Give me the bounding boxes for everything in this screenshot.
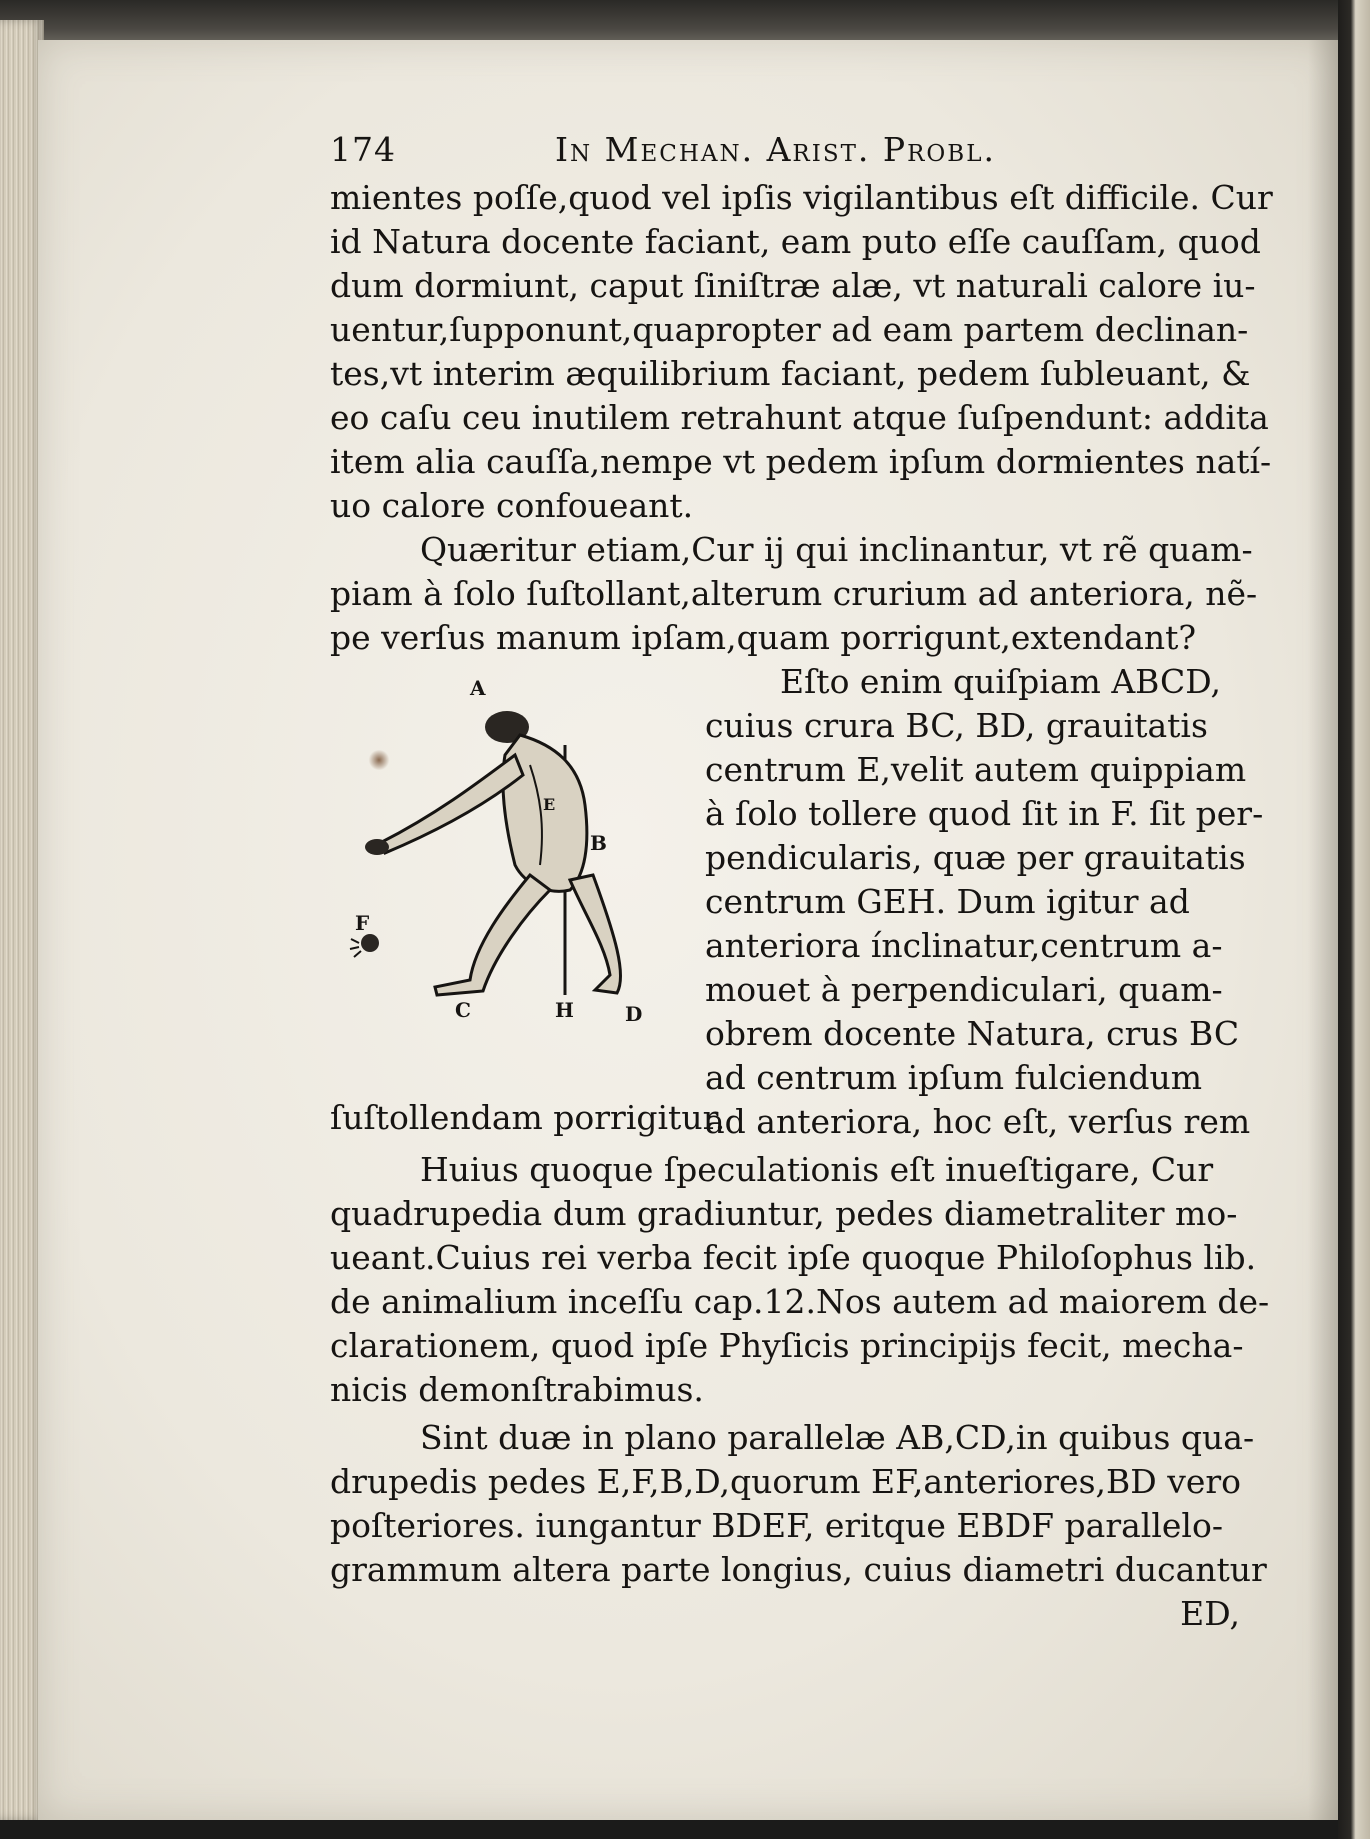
text-line: mouet à perpendiculari, quam- [705,970,1223,1009]
text-line: centrum E,velit autem quippiam [705,750,1247,789]
woodcut-figure [355,675,665,1025]
label-e: E [543,795,556,814]
text-line: Sint duæ in plano parallelæ AB,CD,in quibus qua- [420,1418,1255,1457]
text-line: Eſto enim quiſpiam ABCD, [780,662,1222,701]
text-line: tes,vt interim æquilibrium faciant, pedem ſubleuant, & [330,354,1251,393]
catchword: ED, [1180,1594,1240,1633]
text-line: Huius quoque ſpeculationis eſt inueſtigare, Cur [420,1150,1214,1189]
text-line: Quæritur etiam,Cur ij qui inclinantur, vt rẽ quam- [420,530,1253,569]
figure-arm [380,755,523,853]
label-a: A [470,676,486,700]
text-line: à ſolo tollere quod ſit in F. ſit per- [705,794,1264,833]
running-head [330,130,1090,174]
text-line: id Natura docente faciant, eam puto eſſe cauſſam, quod [330,222,1261,261]
text-line: ad centrum ipſum fulciendum [705,1058,1203,1097]
facing-page-edge [1338,0,1370,1839]
label-d: D [625,1002,643,1026]
page-number: 174 [330,130,396,169]
label-b: B [590,831,607,855]
text-line: uo calore confoueant. [330,486,694,525]
object-f [361,934,379,952]
running-title: In Mechan. Arist. Probl. [555,130,996,169]
text-line: drupedis pedes E,F,B,D,quorum EF,anteriores,BD vero [330,1462,1242,1501]
text-line: piam à ſolo ſuſtollant,alterum crurium ad anteriora, nẽ- [330,574,1258,613]
text-line: eo caſu ceu inutilem retrahunt atque ſuſpendunt: addita [330,398,1269,437]
text-line: ad anteriora, hoc eſt, verſus rem [705,1102,1251,1141]
text-line: clarationem, quod ipſe Phyſicis principijs fecit, mecha- [330,1326,1244,1365]
text-line: obrem docente Natura, crus BC [705,1014,1240,1053]
text-line: ueant.Cuius rei verba fecit ipſe quoque Philoſophus lib. [330,1238,1257,1277]
text-line: mientes poſſe,quod vel ipſis vigilantibus eſt difficile. Cur [330,178,1273,217]
figure-back-leg [570,875,621,993]
text-line: grammum altera parte longius, cuius diametri ducantur [330,1550,1267,1589]
text-line: pe verſus manum ipſam,quam porrigunt,extendant? [330,618,1197,657]
text-line: dum dormiunt, caput ſiniſtræ alæ, vt naturali calore iu- [330,266,1256,305]
label-h: H [555,998,574,1022]
text-line: ſuſtollendam porrigitur. [330,1098,726,1137]
text-line: poſteriores. iungantur BDEF, eritque EBDF parallelo- [330,1506,1223,1545]
text-line: nicis demonſtrabimus. [330,1370,704,1409]
label-c: C [455,998,471,1022]
text-line: pendicularis, quæ per grauitatis [705,838,1246,877]
text-line: anteriora ínclinatur,centrum a- [705,926,1223,965]
text-line: uentur,ſupponunt,quapropter ad eam partem declinan- [330,310,1249,349]
figure-front-leg [435,875,550,995]
text-line: quadrupedia dum gradiuntur, pedes diametraliter mo- [330,1194,1238,1233]
figure-illustration [355,675,665,1025]
label-f: F [355,911,370,935]
figure-hand [365,839,389,855]
text-line: cuius crura BC, BD, grauitatis [705,706,1208,745]
text-line: centrum GEH. Dum igitur ad [705,882,1190,921]
text-line: de animalium inceſſu cap.12.Nos autem ad maiorem de- [330,1282,1270,1321]
text-line: item alia cauſſa,nempe vt pedem ipſum dormientes natí- [330,442,1272,481]
